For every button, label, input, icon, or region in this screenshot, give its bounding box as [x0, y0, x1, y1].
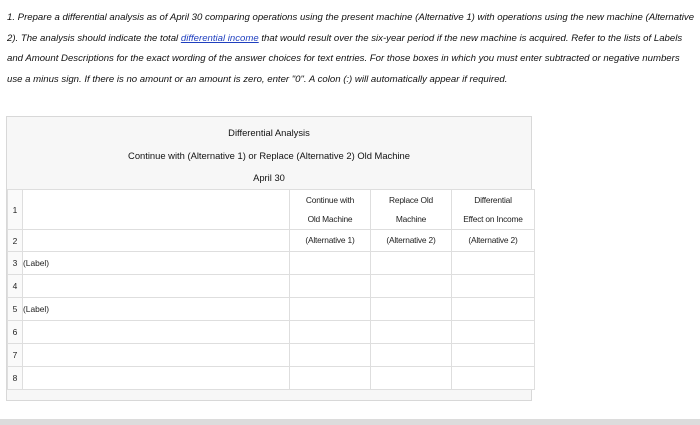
col1-header-line2: Old Machine — [307, 213, 353, 224]
bottom-divider — [0, 419, 700, 425]
label-select[interactable]: (Label) — [23, 252, 290, 275]
amount-input[interactable] — [452, 367, 535, 390]
col2-header-line3: (Alternative 2) — [371, 230, 452, 252]
amount-input[interactable] — [290, 367, 371, 390]
amount-input[interactable] — [371, 275, 452, 298]
amount-input[interactable] — [290, 252, 371, 275]
col3-header-line1: Differential — [474, 194, 512, 205]
amount-input[interactable] — [452, 344, 535, 367]
label-select[interactable]: (Label) — [23, 298, 290, 321]
table-row — [8, 252, 535, 275]
label-cell[interactable] — [23, 230, 290, 252]
table-row — [8, 367, 535, 390]
amount-input[interactable] — [371, 367, 452, 390]
amount-input[interactable] — [371, 252, 452, 275]
row-number: 5 — [8, 298, 23, 321]
instructions-text — [7, 8, 695, 90]
label-cell[interactable] — [23, 367, 290, 390]
label-cell[interactable] — [23, 275, 290, 298]
label-cell[interactable] — [23, 321, 290, 344]
amount-input[interactable] — [290, 298, 371, 321]
amount-input[interactable] — [371, 298, 452, 321]
row-number: 2 — [8, 230, 23, 252]
row-number: 8 — [8, 367, 23, 390]
label-cell[interactable] — [23, 344, 290, 367]
amount-input[interactable] — [371, 344, 452, 367]
analysis-subtitle: Continue with (Alternative 1) or Replace (Alternative 2) Old Machine — [128, 150, 410, 161]
amount-input[interactable] — [452, 321, 535, 344]
label-cell[interactable] — [23, 190, 290, 230]
col1-header — [290, 190, 371, 230]
col2-header-line1: Replace Old — [389, 194, 433, 205]
col1-header-line1: Continue with — [305, 194, 355, 205]
analysis-date: April 30 — [253, 172, 285, 183]
amount-input[interactable] — [290, 344, 371, 367]
analysis-title: Differential Analysis — [228, 127, 310, 138]
table-row — [8, 275, 535, 298]
amount-input[interactable] — [452, 252, 535, 275]
col3-header-line3: (Alternative 2) — [452, 230, 535, 252]
col3-header — [452, 190, 535, 230]
col1-header-line3: (Alternative 1) — [290, 230, 371, 252]
amount-input[interactable] — [452, 275, 535, 298]
instructions-part-2: that would result over the six-year period if the new machine is acquired. Refer to the lists of Labels and Amount Descriptions for the exact wording of the answer choices for text entries. For those boxes in which you must enter subtracted or negative numbers use a minus sign. If there is no amount or an amount is zero, enter "0". A colon (:) will automatically appear if required. — [7, 32, 683, 85]
amount-input[interactable] — [452, 298, 535, 321]
amount-input[interactable] — [290, 275, 371, 298]
row-number: 6 — [8, 321, 23, 344]
table-row — [8, 321, 535, 344]
row-number: 7 — [8, 344, 23, 367]
differential-income-link[interactable]: differential income — [180, 32, 259, 44]
row-number: 1 — [8, 190, 23, 230]
amount-input[interactable] — [371, 321, 452, 344]
amount-input[interactable] — [290, 321, 371, 344]
col3-header-line2: Effect on Income — [463, 213, 523, 224]
row-number: 3 — [8, 252, 23, 275]
differential-analysis-panel — [6, 116, 532, 401]
analysis-table — [7, 189, 535, 390]
table-row — [8, 344, 535, 367]
table-row — [8, 190, 535, 230]
table-row — [8, 230, 535, 252]
col2-header — [371, 190, 452, 230]
row-number: 4 — [8, 275, 23, 298]
col2-header-line2: Machine — [395, 213, 427, 224]
instructions-part-1: 1. Prepare a differential analysis as of April 30 comparing operations using the present machine (Alternative 1) with operations using the new machine (Alternative 2). The analysis should indicate the total — [7, 12, 695, 44]
table-row — [8, 298, 535, 321]
